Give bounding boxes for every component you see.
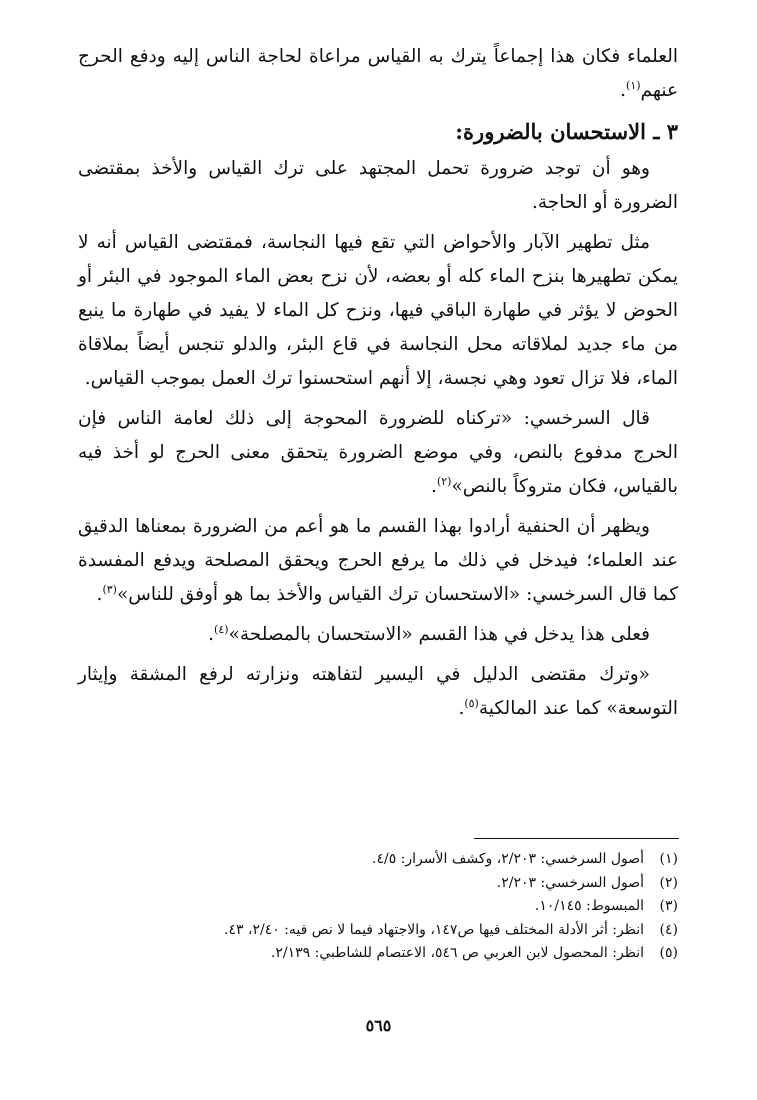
paragraph-2-text: وهو أن توجد ضرورة تحمل المجتهد على ترك القياس والأخذ بمقتضى الضرورة أو الحاجة. bbox=[78, 158, 678, 213]
footnote-5-text: انظر: المحصول لابن العربي ص ٥٤٦، الاعتصام للشاطبي: ٢/١٣٩. bbox=[270, 945, 644, 961]
footnote-2-number: (٢) bbox=[659, 874, 678, 891]
paragraph-3-text: مثل تطهير الآبار والأحواض التي تقع فيها النجاسة، فمقتضى القياس أنه لا يمكن تطهيرها بنزح الماء كله أو بعضه، لأن نزح بعض الماء الموجود في البئر أو الحوض لا يؤثر في طهارة الباقي فيها، ونزح كل الماء لا يفيد في طهارة ما ينبع من ماء جديد لملاقاته محل النجاسة في قاع البئر، والدلو تنجس أيضاً بملاقاة الماء، فلا تزال تعود وهي نجسة، إلا أنهم استحسنوا ترك العمل بموجب القياس. bbox=[78, 232, 678, 389]
paragraph-6-text: فعلى هذا يدخل في هذا القسم «الاستحسان بالمصلحة» bbox=[228, 624, 650, 645]
paragraph-4-tail: . bbox=[431, 476, 437, 497]
footnote-3-number: (٣) bbox=[659, 898, 678, 914]
footnote-3-text: المبسوط: ١٠/١٤٥. bbox=[534, 898, 644, 914]
paragraph-7-tail: . bbox=[458, 698, 465, 719]
paragraph-2 bbox=[78, 152, 678, 220]
paragraph-7 bbox=[78, 658, 678, 726]
paragraph-5-text: ويظهر أن الحنفية أرادوا بهذا القسم ما هو أعم من الضرورة بمعناها الدقيق عند العلماء؛ فيدخل في ذلك ما يرفع الحرج ويحقق المصلحة ويدفع المفسدة كما قال السرخسي: «الاستحسان ترك القياس والأخذ بما هو أوفق للناس» bbox=[78, 516, 678, 605]
footnote-2-text: أصول السرخسي: ٢/٢٠٣. bbox=[496, 874, 644, 891]
paragraph-7-text: «وترك مقتضى الدليل في اليسير لتفاهته ونزارته لرفع المشقة وإيثار التوسعة» كما عند المالكية bbox=[78, 664, 678, 719]
footnote-2 bbox=[78, 872, 678, 896]
paragraph-5 bbox=[78, 510, 678, 612]
footnote-ref-1: (١) bbox=[626, 78, 641, 92]
paragraph-6-tail: . bbox=[208, 624, 215, 645]
footnote-4-text: انظر: أثر الأدلة المختلف فيها ص١٤٧، والاجتهاد فيما لا نص فيه: ٢/٤٠، ٤٣. bbox=[223, 921, 644, 938]
footnote-ref-2: (٢) bbox=[436, 474, 452, 488]
paragraph-1-tail: . bbox=[620, 80, 627, 101]
page-body bbox=[78, 40, 678, 732]
footnote-5 bbox=[78, 942, 678, 966]
footnote-ref-5: (٥) bbox=[464, 696, 479, 710]
footnote-separator bbox=[474, 838, 679, 839]
footnote-5-number: (٥) bbox=[659, 945, 678, 961]
paragraph-4-text: قال السرخسي: «تركناه للضرورة المحوجة إلى ذلك لعامة الناس فإن الحرج مدفوع بالنص، وفي موضع الضرورة يتحقق معنى الحرج لو أخذ فيه بالقياس، فكان متروكاً بالنص» bbox=[78, 408, 678, 497]
footnote-ref-3: (٣) bbox=[102, 582, 117, 596]
footnote-1-number: (١) bbox=[659, 851, 678, 867]
footnote-ref-4: (٤) bbox=[214, 622, 229, 636]
paragraph-3 bbox=[78, 226, 678, 396]
paragraph-1 bbox=[78, 40, 678, 108]
paragraph-5-tail: . bbox=[96, 584, 103, 605]
footnotes bbox=[78, 848, 678, 966]
page-number: ٥٦٥ bbox=[365, 1016, 392, 1035]
footnote-4-number: (٤) bbox=[659, 921, 678, 938]
footnote-3 bbox=[78, 895, 678, 919]
paragraph-6 bbox=[78, 618, 678, 652]
footnote-1 bbox=[78, 848, 678, 872]
paragraph-1-text: العلماء فكان هذا إجماعاً يترك به القياس مراعاة لحاجة الناس إليه ودفع الحرج عنهم bbox=[78, 46, 678, 101]
footnote-1-text: أصول السرخسي: ٢/٢٠٣، وكشف الأسرار: ٤/٥. bbox=[372, 851, 644, 867]
section-heading: ٣ ـ الاستحسان بالضرورة: bbox=[455, 119, 678, 144]
footnote-4 bbox=[78, 919, 678, 943]
paragraph-4 bbox=[78, 402, 678, 504]
